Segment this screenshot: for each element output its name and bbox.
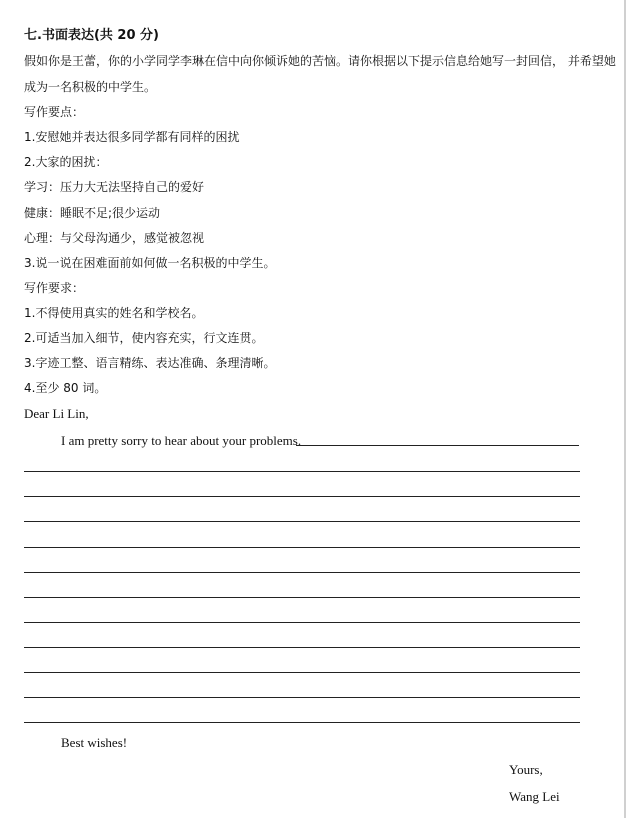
writing-blank-line[interactable]	[24, 521, 580, 522]
point-3: 3.说一说在困难面前如何做一名积极的中学生。	[24, 256, 276, 270]
point-study: 学习：压力大无法坚持自己的爱好	[24, 180, 205, 194]
writing-blank-line[interactable]	[24, 722, 580, 723]
requirement-3: 3.字迹工整、语言精练、表达准确、条理清晰。	[24, 356, 276, 370]
writing-blank-line[interactable]	[24, 547, 580, 548]
requirement-1: 1.不得使用真实的姓名和学校名。	[24, 306, 204, 320]
point-health: 健康：睡眠不足;很少运动	[24, 206, 161, 220]
prompt-line-1: 假如你是王蕾，你的小学同学李琳在信中向你倾诉她的苦恼。请你根据以下提示信息给她写一封回信， 并希望她	[24, 54, 616, 68]
writing-blank-line[interactable]	[296, 445, 579, 446]
prompt-line-2: 成为一名积极的中学生。	[24, 80, 157, 94]
section-title: 七.书面表达(共 20 分)	[24, 28, 159, 43]
writing-blank-line[interactable]	[24, 572, 580, 573]
point-mental: 心理：与父母沟通少，感觉被忽视	[24, 231, 205, 245]
writing-blank-line[interactable]	[24, 647, 580, 648]
writing-blank-line[interactable]	[24, 672, 580, 673]
letter-signature: Wang Lei	[509, 789, 560, 804]
writing-blank-line[interactable]	[24, 471, 580, 472]
letter-closing: Best wishes!	[61, 735, 128, 750]
writing-requirements-heading: 写作要求：	[24, 281, 85, 295]
writing-blank-line[interactable]	[24, 496, 580, 497]
letter-salutation: Dear Li Lin,	[24, 406, 89, 421]
letter-opening: I am pretty sorry to hear about your problems.	[61, 433, 302, 448]
requirement-4: 4.至少 80 词。	[24, 381, 107, 395]
letter-signoff: Yours,	[509, 762, 543, 777]
point-2: 2.大家的困扰：	[24, 155, 108, 169]
point-1: 1.安慰她并表达很多同学都有同样的困扰	[24, 130, 240, 144]
requirement-2: 2.可适当加入细节，使内容充实，行文连贯。	[24, 331, 264, 345]
writing-points-heading: 写作要点：	[24, 105, 85, 119]
writing-blank-line[interactable]	[24, 697, 580, 698]
writing-blank-line[interactable]	[24, 597, 580, 598]
writing-blank-line[interactable]	[24, 622, 580, 623]
